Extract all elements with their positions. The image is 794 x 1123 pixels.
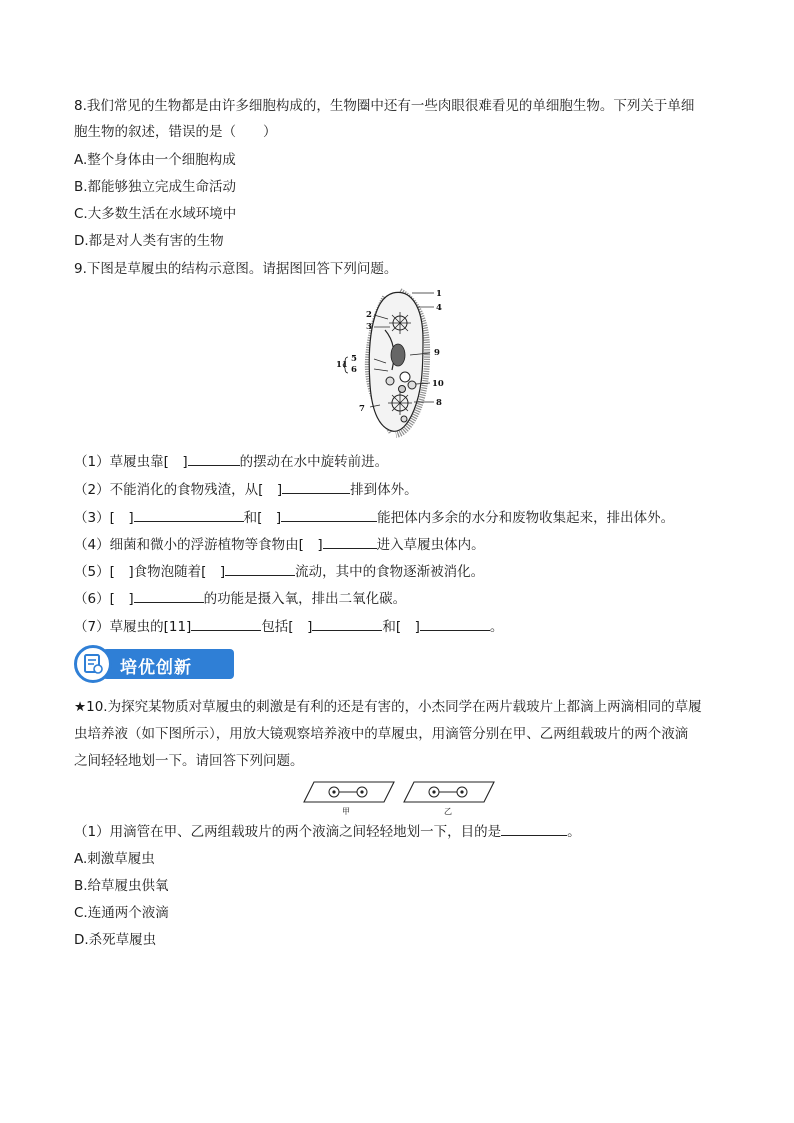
q10-line1: ★10.为探究某物质对草履虫的刺激是有利的还是有害的，小杰同学在两片载玻片上都滴上两滴相同的草履 (74, 699, 702, 715)
label-10: 10 (432, 379, 444, 389)
q9-part3: （3）[ ] 和[ ] 能把体内多余的水分和废物收集起来，排出体外。 (74, 507, 674, 528)
answer-blank[interactable] (282, 479, 350, 494)
q9-part1: （1）草履虫靠[ ] 的摆动在水中旋转前进。 (74, 451, 388, 472)
label-3: 3 (366, 322, 372, 332)
q9-part4: （4）细菌和微小的浮游植物等食物由[ ] 进入草履虫体内。 (74, 534, 485, 555)
section-banner (74, 645, 234, 683)
label-9: 9 (434, 348, 440, 358)
q8-option-d[interactable]: D.都是对人类有害的生物 (74, 233, 224, 249)
q8-option-a[interactable]: A.整个身体由一个细胞构成 (74, 152, 236, 168)
label-8: 8 (436, 398, 442, 408)
paramecium-diagram (330, 285, 470, 445)
answer-blank[interactable] (191, 616, 261, 631)
label-1: 1 (436, 289, 442, 299)
banner-title: 培优创新 (120, 658, 192, 678)
slides-diagram (298, 778, 498, 818)
q9-stem: 9.下图是草履虫的结构示意图。请据图回答下列问题。 (74, 261, 398, 277)
label-11: 11 (336, 360, 348, 370)
answer-blank[interactable] (134, 507, 244, 522)
q9-part5: （5）[ ]食物泡随着[ ] 流动，其中的食物逐渐被消化。 (74, 561, 484, 582)
q10-option-c[interactable]: C.连通两个液滴 (74, 905, 169, 921)
answer-blank[interactable] (134, 588, 204, 603)
answer-blank[interactable] (188, 451, 240, 466)
label-7: 7 (359, 404, 365, 414)
answer-blank[interactable] (420, 616, 490, 631)
answer-blank[interactable] (323, 534, 377, 549)
q10-line3: 之间轻轻地划一下。请回答下列问题。 (74, 753, 304, 769)
q8-option-b[interactable]: B.都能够独立完成生命活动 (74, 179, 237, 195)
label-2: 2 (366, 310, 372, 320)
q8-stem-line2: 胞生物的叙述，错误的是（ ） (74, 124, 277, 140)
answer-blank[interactable] (501, 821, 567, 836)
answer-blank[interactable] (281, 507, 377, 522)
q9-part6: （6）[ ] 的功能是摄入氧，排出二氧化碳。 (74, 588, 406, 609)
slide-label-jia: 甲 (342, 807, 350, 816)
q10-option-d[interactable]: D.杀死草履虫 (74, 932, 157, 948)
q10-option-a[interactable]: A.刺激草履虫 (74, 851, 155, 867)
slide-label-yi: 乙 (444, 807, 452, 816)
q9-part7: （7）草履虫的[11] 包括[ ] 和[ ] 。 (74, 616, 503, 637)
q8-option-c[interactable]: C.大多数生活在水域环境中 (74, 206, 237, 222)
label-4: 4 (436, 303, 442, 313)
answer-blank[interactable] (225, 561, 295, 576)
q8-stem-line1: 8.我们常见的生物都是由许多细胞构成的，生物圈中还有一些肉眼很难看见的单细胞生物。下列关于单细 (74, 98, 695, 114)
q10-line2: 虫培养液（如下图所示），用放大镜观察培养液中的草履虫，用滴管分别在甲、乙两组载玻片的两个液滴 (74, 726, 689, 742)
label-5: 5 (351, 354, 357, 364)
q10-sub1: （1）用滴管在甲、乙两组载玻片的两个液滴之间轻轻地划一下，目的是 。 (74, 821, 581, 842)
answer-blank[interactable] (312, 616, 382, 631)
q10-option-b[interactable]: B.给草履虫供氧 (74, 878, 169, 894)
slide-yi (404, 782, 494, 816)
notebook-icon (74, 645, 112, 683)
slide-jia (304, 782, 394, 816)
label-6: 6 (351, 365, 357, 375)
q9-part2: （2）不能消化的食物残渣，从[ ] 排到体外。 (74, 479, 418, 500)
